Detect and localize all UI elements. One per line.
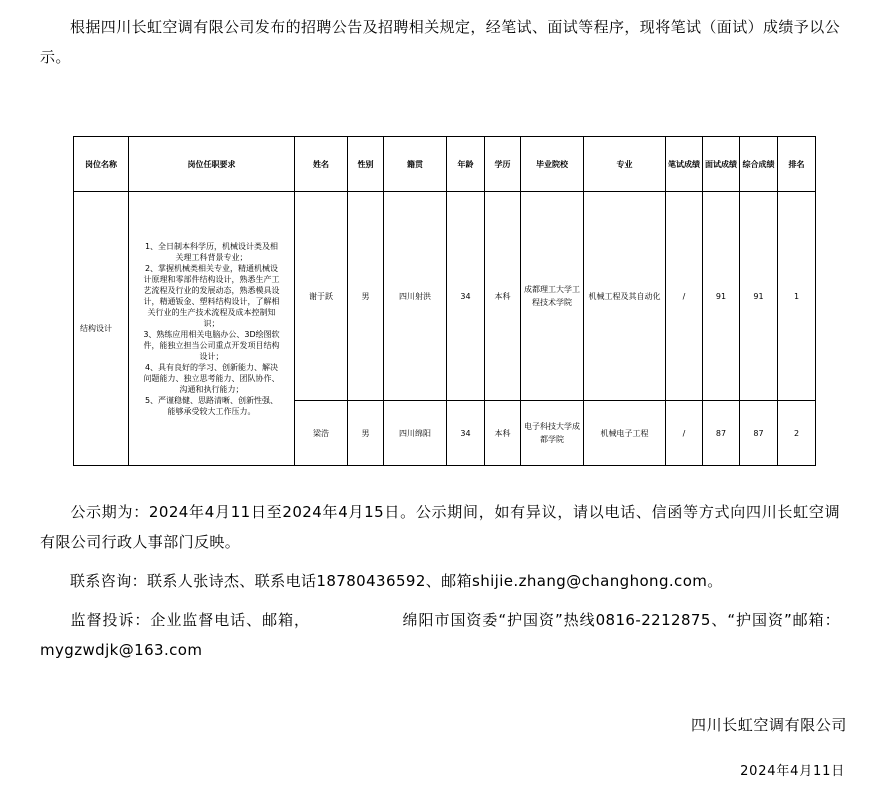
header-interview-score: 面试成绩 (703, 137, 740, 192)
contact-text: 联系咨询：联系人张诗杰、联系电话18780436592、邮箱shijie.zhang@changhong.com。 (70, 572, 723, 590)
school-cell: 电子科技大学成都学院 (521, 401, 584, 466)
table-row (74, 192, 816, 401)
major-cell: 机械工程及其自动化 (584, 192, 666, 401)
origin-cell: 四川绵阳 (384, 401, 447, 466)
age-cell: 34 (447, 401, 485, 466)
header-total-score: 综合成绩 (740, 137, 778, 192)
header-gender: 性别 (348, 137, 384, 192)
requirement-item: 4、具有良好的学习、创新能力、解决问题能力、独立思考能力、团队协作、沟通和执行能力； (143, 362, 280, 394)
header-age: 年龄 (447, 137, 485, 192)
requirement-item: 2、掌握机械类相关专业，精通机械设计原理和零部件结构设计，熟悉生产工艺流程及行业的发展动态，熟悉模具设计，精通钣金、塑料结构设计，了解相关行业的生产技术流程及成本控制知识； (143, 263, 280, 328)
written-score-cell: / (666, 401, 703, 466)
supervise-text-1: 监督投诉：企业监督电话、邮箱， (70, 611, 310, 629)
rank-cell: 2 (778, 401, 816, 466)
major-cell: 机械电子工程 (584, 401, 666, 466)
position-cell: 结构设计 (74, 192, 129, 466)
intro-paragraph (40, 12, 840, 72)
header-written-score: 笔试成绩 (666, 137, 703, 192)
interview-score-cell: 91 (703, 192, 740, 401)
contact-paragraph (40, 566, 840, 596)
header-major: 专业 (584, 137, 666, 192)
header-requirements: 岗位任职要求 (129, 137, 295, 192)
signature-company: 四川长虹空调有限公司 (690, 716, 847, 734)
header-origin: 籍贯 (384, 137, 447, 192)
name-cell: 谢于跃 (295, 192, 348, 401)
written-score-cell: / (666, 192, 703, 401)
age-cell: 34 (447, 192, 485, 401)
total-score-cell: 91 (740, 192, 778, 401)
requirement-item: 5、严谨稳健、思路清晰、创新性强、能够承受较大工作压力。 (144, 395, 279, 416)
header-education: 学历 (485, 137, 521, 192)
origin-cell: 四川射洪 (384, 192, 447, 401)
total-score-cell: 87 (740, 401, 778, 466)
school-cell: 成都理工大学工程技术学院 (521, 192, 584, 401)
requirement-item: 1、全日制本科学历，机械设计类及相关理工科背景专业； (144, 241, 279, 262)
gender-cell: 男 (348, 401, 384, 466)
education-cell: 本科 (485, 401, 521, 466)
table-header-row (74, 137, 816, 192)
results-table (73, 136, 816, 466)
gender-cell: 男 (348, 192, 384, 401)
education-cell: 本科 (485, 192, 521, 401)
period-paragraph (40, 497, 840, 557)
period-text: 公示期为：2024年4月11日至2024年4月15日。公示期间，如有异议，请以电话、信函等方式向四川长虹空调有限公司行政人事部门反映。 (40, 503, 840, 551)
name-cell: 梁浩 (295, 401, 348, 466)
requirement-item: 3、熟练应用相关电脑办公、3D绘图软件，能独立担当公司重点开发项目结构设计； (143, 329, 280, 361)
header-name: 姓名 (295, 137, 348, 192)
header-position: 岗位名称 (74, 137, 129, 192)
rank-cell: 1 (778, 192, 816, 401)
supervise-text-2: 绵阳市国资委“护国资”热线0816-2212875、“护国资”邮箱：mygzwdjk@163.com (40, 611, 840, 659)
header-rank: 排名 (778, 137, 816, 192)
requirements-cell (129, 192, 295, 466)
intro-text: 根据四川长虹空调有限公司发布的招聘公告及招聘相关规定，经笔试、面试等程序，现将笔试（面试）成绩予以公示。 (40, 18, 841, 66)
signature-date: 2024年4月11日 (740, 764, 845, 779)
header-school: 毕业院校 (521, 137, 584, 192)
interview-score-cell: 87 (703, 401, 740, 466)
supervise-paragraph (40, 605, 840, 665)
